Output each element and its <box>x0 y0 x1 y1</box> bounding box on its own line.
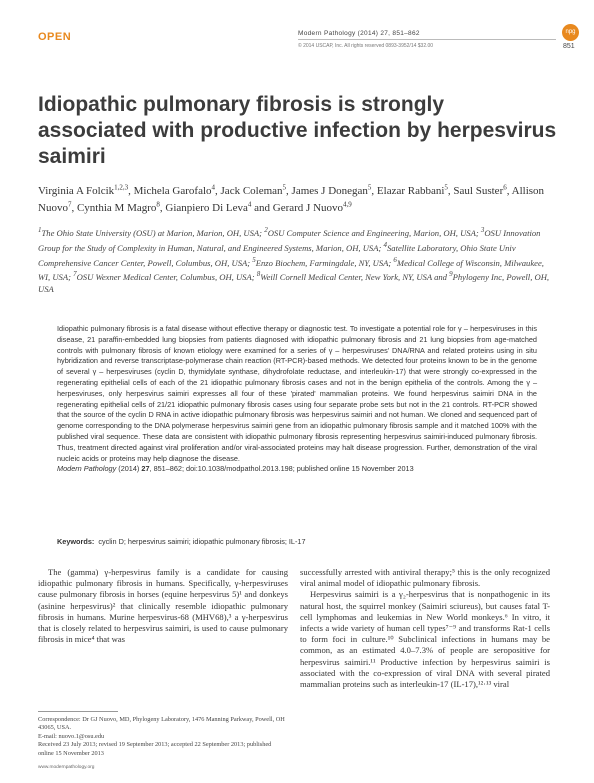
affiliation: $^3$OSU Innovation Group for the Study of Complexity in Human, Natural, and Engineered Systems, Marion, OH, USA; <box>38 226 541 253</box>
received-note: Received 23 July 2013; revised 19 September 2013; accepted 22 September 2013; published online 15 November 2013 <box>38 741 272 757</box>
affiliations <box>38 224 558 295</box>
affiliation: $^5$Enzo Biochem, Farmingdale, NY, USA; <box>252 255 394 268</box>
copyright-line: © 2014 USCAP, Inc. All rights reserved 0893-3952/14 $32.00 <box>298 43 434 49</box>
affiliation: $^1$The Ohio State University (OSU) at Marion, Marion, OH, USA; <box>38 226 265 238</box>
author: Michela Garofalo$^4$, <box>133 183 221 197</box>
footer-url[interactable]: www.modernpathology.org <box>38 765 95 770</box>
body-paragraph: successfully arrested with antiviral therapy;⁵ this is the only recognized viral animal model of idiopathic pulmonary fibrosis. <box>300 567 550 589</box>
body-column-left <box>38 567 288 645</box>
body-column-right <box>300 567 550 690</box>
header-divider <box>298 39 556 40</box>
affiliation: $^2$OSU Computer Science and Engineering, Marion, OH, USA; <box>264 226 481 238</box>
abstract-text: Idiopathic pulmonary fibrosis is a fatal disease without effective therapy or diagnostic test. To investigate a potential role for γ – herpesviruses in this disease, 21 paraffin-embedded lung biopsies from patients diagnosed with idiopathic pulmonary fibrosis and 21 lung biopsies from age-matched controls with pulmonary fibrosis of known etiology were examined for a series of γ – herpesviruses' DNA/RNA and related proteins using in situ hybridization and reverse transcriptase-polymerase chain reaction (RT-PCR)-based methods. We detected four proteins known to be in the genome of several γ – herpesviruses (cyclin D, thymidylate synthase, dihydrofolate reductase, and interleukin-17) that were strongly co-expressed in the regenerating epithelial cells of each of the 21 idiopathic pulmonary fibrosis cases and not in the benign epithelia of the controls. Among the γ – herpesviruses, only herpesvirus saimiri expresses all four of these 'pirated' mammalian proteins. We found herpesvirus saimiri DNA in the regenerating epithelial cells of 21/21 idiopathic pulmonary fibrosis cases using four separate probe sets but not in the 21 controls. RT-PCR showed that the source of the cyclin D RNA in active idiopathic pulmonary fibrosis was herpesvirus saimiri and not human. We cloned and sequenced part of genome corresponding to the DNA polymerase herpesvirus saimiri gene from an idiopathic pulmonary fibrosis sample and it matched 100% with the published viral sequence. These data are consistent with idiopathic pulmonary fibrosis representing herpesvirus saimiri-induced pulmonary fibrosis. Thus, treatment directed against viral proliferation and/or viral-associated proteins may halt disease progression. Further, demonstration of the viral nucleic acids or proteins may help diagnose the disease. <box>57 324 537 463</box>
affiliation: $^8$Weill Cornell Medical Center, New York, NY, USA and <box>256 270 450 283</box>
author: Jack Coleman$^5$, <box>220 183 292 197</box>
author: Gianpiero Di Leva$^4$ and <box>165 200 273 214</box>
footnotes <box>38 716 288 758</box>
open-access-label: OPEN <box>38 31 72 43</box>
abstract <box>57 324 537 475</box>
keywords <box>57 537 537 546</box>
affiliation: $^6$Medical College of Wisconsin, Milwaukee, WI, USA; <box>38 255 544 283</box>
affiliation: $^9$Phylogeny Inc, Powell, OH, USA <box>38 270 550 295</box>
author: James J Donegan$^5$, <box>291 183 377 197</box>
author: Allison Nuovo$^7$, <box>38 184 545 214</box>
body-paragraph: The (gamma) γ-herpesvirus family is a candidate for causing idiopathic pulmonary fibrosis in humans. Specifically, γ-herpesviruses cause pulmonary fibrosis in horses (equine herpesvirus 5)¹ and donkeys (asinine herpesvirus)² that clinically resemble idiopathic pulmonary fibrosis in humans. Murine herpesvirus-68 (MHV68),³ a γ-herpesvirus that is closely related to herpesvirus saimiri, is used to cause pulmonary fibrosis in mice⁴ that was <box>38 567 288 645</box>
affiliation: $^4$Satellite Laboratory, Ohio State Univ Comprehensive Cancer Center, Powell, Columbus, OH, USA; <box>38 240 516 268</box>
author: Virginia A Folcik$^{1,2,3}$, <box>38 183 134 197</box>
author-list <box>38 181 558 215</box>
correspondence-note: Correspondence: Dr GJ Nuovo, MD, Phylogeny Laboratory, 1476 Manning Parkway, Powell, OH 43065, USA. <box>38 716 285 732</box>
body-paragraph: Herpesvirus saimiri is a γ₂-herpesvirus that is nonpathogenic in its natural host, the squirrel monkey (Saimiri sciureus), but causes fatal T-cell lymphomas and leukemias in New World monkeys.⁶ In vitro, it infects a wide variety of human cell types⁷⁻⁹ and transforms Rat-1 cells to form foci in culture.¹⁰ Subclinical infections in humans may be common, as an estimated 4.0–7.3% of people are seropositive for herpesvirus saimiri.¹¹ Productive infection by herpesvirus saimiri is associated with the co-expression of viral DNA with several pirated mammalian proteins such as interleukin-17 (IL-17),¹²·¹³ viral <box>300 589 550 690</box>
affiliation: $^7$OSU Wexner Medical Center, Columbus, OH, USA; <box>73 270 257 283</box>
footnote-divider <box>38 711 118 712</box>
publisher-logo: npg <box>562 24 579 41</box>
article-citation: Modern Pathology (2014) 27, 851–862; doi:10.1038/modpathol.2013.198; published online 15 November 2013 <box>57 464 414 474</box>
page-number: 851 <box>563 43 575 50</box>
email-note: E-mail: nuovo.1@osu.edu <box>38 732 105 740</box>
author: Saul Suster$^6$, <box>453 183 512 197</box>
author: Gerard J Nuovo$^{4,9}$ <box>272 200 352 214</box>
author: Cynthia M Magro$^8$, <box>76 200 166 214</box>
keywords-list: cyclin D; herpesvirus saimiri; idiopathic pulmonary fibrosis; IL-17 <box>98 537 306 546</box>
author: Elazar Rabbani$^5$, <box>376 183 454 197</box>
keywords-label: Keywords: <box>57 537 95 546</box>
journal-citation-header: Modern Pathology (2014) 27, 851–862 <box>298 30 420 37</box>
article-title: Idiopathic pulmonary fibrosis is strongly associated with productive infection by herpesvirus saimiri <box>38 93 557 168</box>
